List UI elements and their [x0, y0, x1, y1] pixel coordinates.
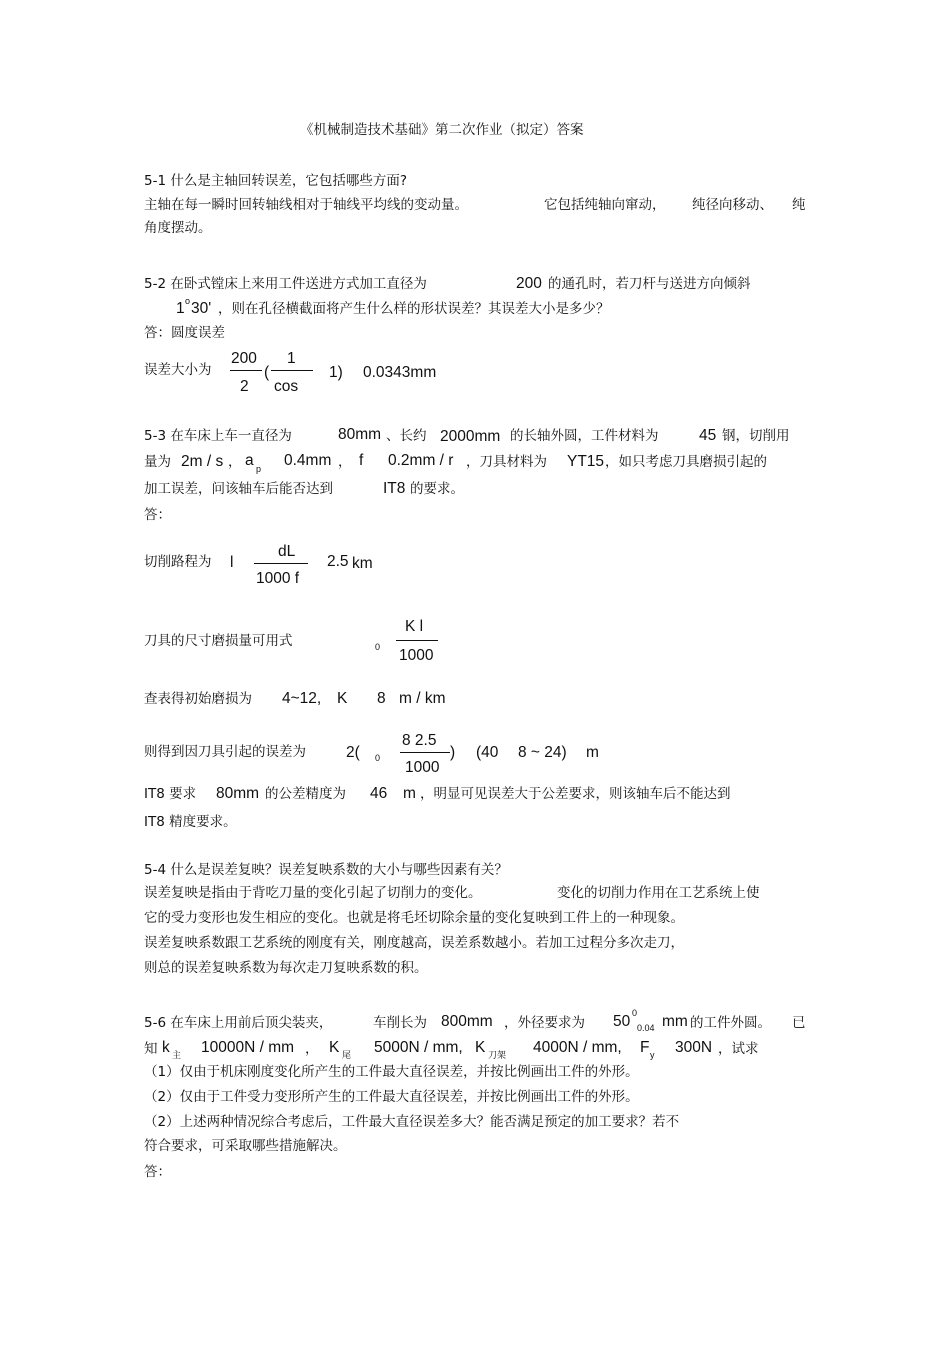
- question-5-6: ，试求: [718, 1041, 759, 1057]
- question-5-6: 知: [144, 1041, 158, 1057]
- math-text: 2m / s: [181, 453, 224, 470]
- answer-5-4-text: 变化的切削力作用在工艺系统上使: [557, 885, 760, 901]
- question-5-3: 5-3 在车床上车一直径为: [144, 428, 292, 444]
- math-subscript: 主: [172, 1050, 182, 1060]
- math-subscript: 0: [375, 642, 381, 652]
- math-subscript: 刀架: [488, 1050, 507, 1060]
- math-text: 0.2mm / r: [388, 452, 454, 469]
- question-5-3: 、长约: [386, 428, 427, 444]
- question-5-3: 的长轴外圆，工件材料为: [510, 428, 659, 444]
- math-text: 80mm: [338, 426, 382, 443]
- conclusion-text: IT8 精度要求。: [144, 814, 237, 830]
- answer-5-4-text: 误差复映系数跟工艺系统的刚度有关，刚度越高，误差系数越小。若加工过程分多次走刀，: [144, 935, 684, 951]
- conclusion-text: 的公差精度为: [265, 786, 346, 802]
- math-text: 200: [516, 275, 542, 292]
- math-text: 4000N / mm,: [533, 1039, 622, 1056]
- answer-5-1-text: 纯径向移动、: [692, 197, 773, 213]
- formula-label: 刀具的尺寸磨损量可用式: [144, 633, 293, 649]
- answer-5-1-text: 纯: [792, 197, 806, 213]
- question-5-3: 的要求。: [410, 481, 464, 497]
- math-result: 0.0343mm: [363, 364, 437, 381]
- question-5-2: ，则在孔径横截面将产生什么样的形状误差？其误差大小是多少？: [218, 301, 610, 317]
- math-text: K: [475, 1039, 486, 1056]
- math-text: ，: [228, 454, 242, 470]
- answer-5-1-text: 角度摆动。: [144, 220, 212, 236]
- question-5-6-part: （1）仅由于机床刚度变化所产生的工件最大直径误差，并按比例画出工件的外形。: [144, 1064, 639, 1080]
- math-text: f: [359, 452, 364, 469]
- math-text: 5000N / mm,: [374, 1039, 463, 1056]
- fraction-bar: [230, 370, 262, 371]
- math-text: (40: [476, 744, 499, 761]
- answer-5-6: 答：: [144, 1164, 171, 1180]
- math-text: a: [245, 452, 254, 469]
- math-text: m: [586, 744, 599, 761]
- math-text: ): [450, 744, 456, 761]
- question-5-3: 加工误差，问该轴车后能否达到: [144, 481, 333, 497]
- math-text: K: [329, 1039, 340, 1056]
- answer-5-4-text: 它的受力变形也发生相应的变化。也就是将毛坯切除余量的变化复映到工件上的一种现象。: [144, 910, 684, 926]
- fraction-denominator: cos: [274, 378, 299, 395]
- math-text: YT15: [567, 453, 605, 470]
- answer-5-1-text: 它包括纯轴向窜动，: [544, 197, 666, 213]
- question-5-6: 5-6 在车床上用前后顶尖装夹，: [144, 1015, 333, 1031]
- math-subscript: 0: [375, 753, 381, 763]
- math-text: m / km: [399, 690, 446, 707]
- answer-5-1-text: 主轴在每一瞬时回转轴线相对于轴线平均线的变动量。: [144, 197, 468, 213]
- formula-label: 则得到因刀具引起的误差为: [144, 744, 306, 760]
- math-text: 2(: [346, 744, 360, 761]
- fraction-bar: [254, 563, 308, 564]
- math-text: 300N: [675, 1039, 713, 1056]
- math-text: l: [230, 554, 234, 571]
- fraction-denominator: 2: [240, 378, 249, 395]
- question-5-4: 5-4 什么是误差复映？误差复映系数的大小与哪些因素有关？: [144, 862, 508, 878]
- question-5-3: ，如只考虑刀具磨损引起的: [605, 454, 767, 470]
- question-5-1: 5-1 什么是主轴回转误差，它包括哪些方面?: [144, 173, 408, 189]
- fraction-bar: [396, 640, 438, 641]
- math-text: m: [403, 785, 416, 802]
- math-text: 4~12,: [282, 690, 322, 707]
- answer-5-4-text: 误差复映是指由于背吃刀量的变化引起了切削力的变化。: [144, 885, 482, 901]
- answer-5-4-text: 则总的误差复映系数为每次走刀复映系数的积。: [144, 960, 428, 976]
- answer-5-3: 答：: [144, 507, 171, 523]
- fraction-denominator: 1000 f: [256, 570, 300, 587]
- question-5-3: 量为: [144, 454, 171, 470]
- math-text: K: [337, 690, 348, 707]
- math-text: 1: [176, 300, 185, 317]
- question-5-2: 的通孔时，若刀杆与送进方向倾斜: [548, 276, 751, 292]
- math-subscript: y: [650, 1050, 655, 1060]
- fraction-numerator: dL: [278, 543, 296, 560]
- math-text: 2000mm: [440, 428, 501, 445]
- question-5-6: 的工件外圆。: [690, 1015, 771, 1031]
- math-text: 50: [613, 1013, 631, 1030]
- math-text: IT8: [383, 480, 406, 497]
- question-5-6: 已: [792, 1015, 806, 1031]
- math-text: 46: [370, 785, 388, 802]
- math-text: 8 ~ 24): [518, 744, 567, 761]
- question-5-6-part: （2）仅由于工件受力变形所产生的工件最大直径误差，并按比例画出工件的外形。: [144, 1089, 639, 1105]
- question-5-6: 车削长为: [373, 1015, 427, 1031]
- math-text: 2.5: [327, 553, 349, 570]
- math-text: ，: [338, 454, 352, 470]
- math-text: 30': [191, 300, 212, 317]
- question-5-2: 5-2 在卧式镗床上来用工件送进方式加工直径为: [144, 276, 427, 292]
- math-text: mm: [662, 1013, 688, 1030]
- fraction-denominator: 1000: [399, 647, 434, 664]
- math-text: 0.4mm: [284, 452, 332, 469]
- math-text: ，: [305, 1041, 319, 1057]
- question-5-6-part: （2）上述两种情况综合考虑后，工件最大直径误差多大？能否满足预定的加工要求？若不: [144, 1114, 680, 1130]
- math-text: F: [640, 1039, 650, 1056]
- conclusion-text: ，明显可见误差大于公差要求，则该轴车后不能达到: [420, 786, 731, 802]
- fraction-numerator: 200: [231, 350, 257, 367]
- question-5-3: 钢，切削用: [722, 428, 790, 444]
- math-superscript: o: [185, 296, 191, 306]
- math-text: 8: [377, 690, 386, 707]
- formula-label: 误差大小为: [144, 362, 212, 378]
- fraction-bar: [271, 370, 313, 371]
- math-text: 45: [699, 427, 717, 444]
- math-text: 80mm: [216, 785, 260, 802]
- formula-label: 查表得初始磨损为: [144, 691, 252, 707]
- fraction-bar: [400, 752, 450, 753]
- math-subscript: p: [256, 464, 262, 474]
- page-title: 《机械制造技术基础》第二次作业（拟定）答案: [300, 122, 584, 138]
- formula-label: 切削路程为: [144, 554, 212, 570]
- question-5-6: ，外径要求为: [504, 1015, 585, 1031]
- question-5-3: ，刀具材料为: [466, 454, 547, 470]
- math-text: (: [264, 364, 270, 381]
- math-subscript: 0.04: [637, 1023, 655, 1033]
- math-text: 10000N / mm: [201, 1039, 295, 1056]
- question-5-6-part: 符合要求，可采取哪些措施解决。: [144, 1138, 347, 1154]
- fraction-numerator: 1: [287, 350, 296, 367]
- math-text: 800mm: [441, 1013, 493, 1030]
- math-superscript: 0: [632, 1008, 638, 1018]
- fraction-numerator: 8 2.5: [402, 732, 437, 749]
- answer-5-2: 答：圆度误差: [144, 325, 225, 341]
- conclusion-text: IT8 要求: [144, 786, 197, 802]
- math-subscript: 尾: [342, 1050, 352, 1060]
- fraction-numerator: K l: [405, 618, 424, 635]
- math-text: km: [352, 555, 373, 572]
- math-text: 1): [329, 364, 343, 381]
- math-text: k: [162, 1039, 170, 1056]
- fraction-denominator: 1000: [405, 759, 440, 776]
